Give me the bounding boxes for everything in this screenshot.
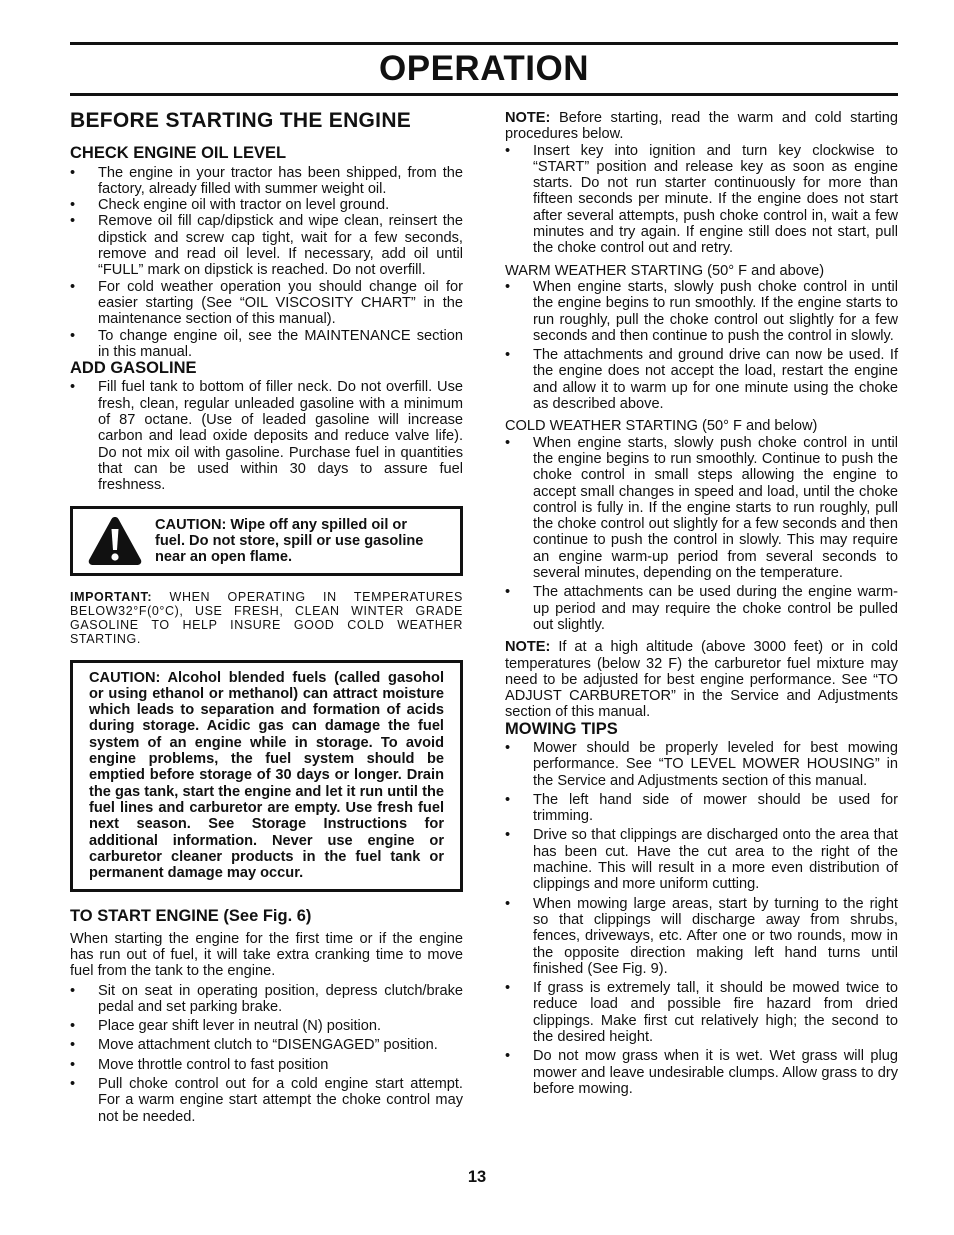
list-item: • The left hand side of mower should be used for trimming. [505,792,898,825]
list-item: • Move attachment clutch to “DISENGAGED” position. [70,1037,463,1053]
start-procedure-list [505,143,898,257]
list-item: • Remove oil fill cap/dipstick and wipe clean, reinsert the dipstick and screw cap tight, wait for a few seconds, remove and read oil level. If necessary, add oil until “FULL” mark on dipstick is reached. Do not overfill. [70,213,463,278]
caution-text-spilled-fuel: CAUTION: Wipe off any spilled oil or fuel. Do not store, spill or use gasoline near an open flame. [155,516,424,566]
right-column [505,110,898,1097]
important-text: WHEN OPERATING IN TEMPERATURES BELOW32°F(0°C), USE FRESH, CLEAN WINTER GRADE GASOLINE TO HELP INSURE GOOD COLD WEATHER STARTING. [70,589,463,646]
list-item: • Drive so that clippings are discharged onto the area that has been cut. Have the cut area to the right of the machine. This will result in a more even distribution of clippings and more uniform cutting. [505,827,898,892]
important-cold-weather [70,590,463,646]
list-item: • Place gear shift lever in neutral (N) position. [70,1018,463,1034]
cold-weather-list [505,435,898,634]
start-engine-list [70,983,463,1125]
list-item: • If grass is extremely tall, it should be mowed twice to reduce load and possible fire hazard from dried clippings. Make first cut relatively high; the second to the desired height. [505,980,898,1045]
list-item: • When engine starts, slowly push choke control in until the engine begins to run smoothly. If the engine starts to run roughly, pull the choke control out slightly for a few seconds and then continue to push the control in slowly. [505,279,898,344]
list-item: • Move throttle control to fast position [70,1057,463,1073]
list-item: • Do not mow grass when it is wet. Wet grass will plug mower and leave undesirable clumps. Allow grass to dry before mowing. [505,1048,898,1097]
list-item: • The attachments can be used during the engine warm-up period and may require the choke control be pulled out slightly. [505,584,898,633]
page-header [70,42,898,96]
caution-text-alcohol-fuels: CAUTION: Alcohol blended fuels (called gasohol or using ethanol or methanol) can attract moisture which leads to separation and formation of acids during storage. Acidic gas can damage the fuel system of an engine while in storage. To avoid engine problems, the fuel system should be emptied before storage of 30 days or longer. Drain the gas tank, start the engine and let it run until the fuel lines and carburetor are empty. Use fresh fuel next season. See Storage Instructions for additional information. Never use engine or carburetor cleaner products in the fuel tank or permanent damage may occur. [89,669,444,882]
list-item: • Pull choke control out for a cold engine start attempt. For a warm engine start attempt the choke control may not be needed. [70,1076,463,1125]
warm-weather-heading: WARM WEATHER STARTING (50° F and above) [505,262,825,279]
mowing-tips-list [505,740,898,1097]
list-item: • Mower should be properly leveled for best mowing performance. See “TO LEVEL MOWER HOUSING” in the Service and Adjustments section of this manual. [505,740,898,789]
warm-weather-list [505,279,898,412]
left-column [70,110,463,1125]
cold-weather-heading: COLD WEATHER STARTING (50° F and below) [505,418,818,435]
note-read-procedures [505,110,898,143]
list-item: • The engine in your tractor has been shipped, from the factory, already filled with summer weight oil. [70,165,463,198]
note-label: NOTE: [505,110,551,126]
note-label: NOTE: [505,639,551,656]
list-item: • Check engine oil with tractor on level ground. [70,197,463,213]
note-text: If at a high altitude (above 3000 feet) or in cold temperatures (below 32 F) the carburetor fuel mixture may need to be adjusted for best engine performance. See “TO ADJUST CARBURETOR” in the Service and Adjustments section of this manual. [505,639,898,721]
warning-triangle-icon [87,515,143,567]
caution-box-alcohol-fuels [70,660,463,893]
list-item: • The attachments and ground drive can now be used. If the engine does not accept the load, restart the engine and allow it to warm up for one minute using the choke as described above. [505,347,898,412]
page-number: 13 [467,1168,487,1186]
subtitle-check-engine-oil: CHECK ENGINE OIL LEVEL [70,144,287,163]
caution-box-spilled-fuel [70,506,463,576]
subtitle-to-start-engine: TO START ENGINE (See Fig. 6) [70,907,312,926]
subtitle-add-gasoline: ADD GASOLINE [70,359,197,378]
start-engine-intro: When starting the engine for the first time or if the engine has run out of fuel, it will take extra cranking time to move fuel from the tank to the engine. [70,930,463,980]
subtitle-mowing-tips: MOWING TIPS [505,719,618,738]
list-item: • For cold weather operation you should change oil for easier starting (See “OIL VISCOSITY CHART” in the maintenance section of this manual). [70,279,463,328]
important-label: IMPORTANT: [70,589,153,604]
list-item: • Sit on seat in operating position, depress clutch/brake pedal and set parking brake. [70,983,463,1016]
note-high-altitude [505,639,898,720]
list-item: • To change engine oil, see the MAINTENANCE section in this manual. [70,328,463,361]
list-item: • Insert key into ignition and turn key clockwise to “START” position and release key as soon as engine starts. Do not run starter continuously for more than fifteen seconds per minute. If the engine does not start after several attempts, push choke control in, wait a few minutes and try again. If engine still does not start, pull the choke control out and retry. [505,143,898,257]
list-item: • When engine starts, slowly push choke control in until the engine begins to run smoothly. Continue to push the choke control in small steps allowing the engine to accept small changes in speed and load, until the choke control is fully in. If the engine starts to run roughly, pull the choke control out slightly for a few seconds and then continue to push the control in slowly. This may require an engine warm-up period from several seconds to several minutes, depending on the temperature. [505,435,898,582]
check-oil-list [70,165,463,361]
page-title: OPERATION [379,49,589,88]
note-text: Before starting, read the warm and cold starting procedures below. [505,110,898,143]
add-gasoline-list [70,379,463,493]
section-title-before-starting: BEFORE STARTING THE ENGINE [70,109,412,132]
list-item: • When mowing large areas, start by turning to the right so that clippings will discharge away from shrubs, fences, driveways, etc. After one or two rounds, mow in the opposite direction making left hand turns until finished (See Fig. 9). [505,896,898,977]
list-item: • Fill fuel tank to bottom of filler neck. Do not overfill. Use fresh, clean, regular unleaded gasoline with a minimum of 87 octane. (Use of leaded gasoline will increase carbon and lead oxide deposits and reduce valve life). Do not mix oil with gasoline. Purchase fuel in quantities that can be used within 30 days to assure fuel freshness. [70,379,463,493]
